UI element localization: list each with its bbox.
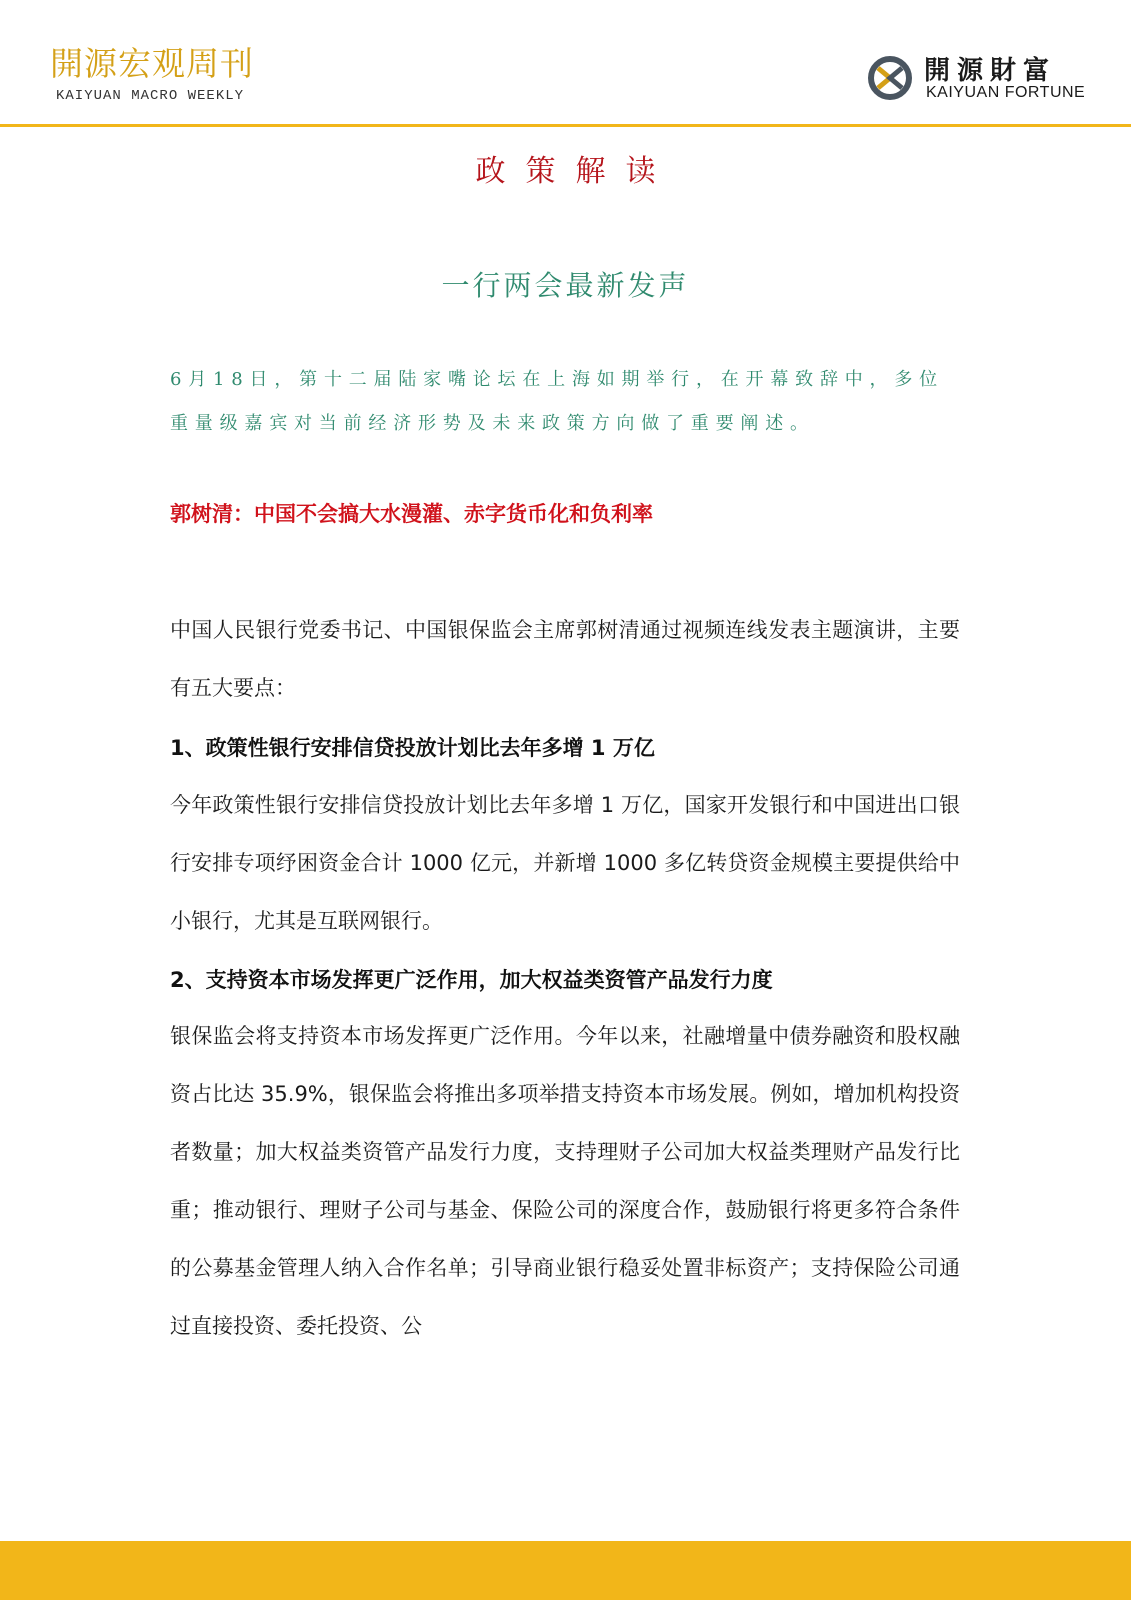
point-1-heading: 1、政策性银行安排信贷投放计划比去年多增 1 万亿 [170, 736, 655, 760]
point-2-paragraph: 银保监会将支持资本市场发挥更广泛作用。今年以来，社融增量中债券融资和股权融资占比达 35.9%，银保监会将推出多项举措支持资本市场发展。例如，增加机构投资者数量；加大权益类资管产品发行力度，支持理财子公司加大权益类理财产品发行比重；推动银行、理财子公司与基金、保险公司的深度合作，鼓励银行将更多符合条件的公募基金管理人纳入合作名单；引导商业银行稳妥处置非标资产；支持保险公司通过直接投资、委托投资、公 [170, 1024, 960, 1338]
logo-name-en: KAIYUAN FORTUNE [926, 84, 1086, 101]
article-headline: 郭树清：中国不会搞大水漫灌、赤字货币化和负利率 [170, 502, 653, 526]
logo-name-cn: 開源財富 [924, 56, 1057, 86]
footer-bar [0, 1541, 1131, 1600]
article-title: 一行两会最新发声 [441, 269, 690, 302]
article-intro: 6月18日，第十二届陆家嘴论坛在上海如期举行，在开幕致辞中，多位重量级嘉宾对当前经济形势及未来政策方向做了重要阐述。 [170, 369, 944, 434]
header-divider [0, 124, 1131, 127]
point-2-heading: 2、支持资本市场发挥更广泛作用，加大权益类资管产品发行力度 [170, 968, 773, 992]
publication-subtitle: KAIYUAN MACRO WEEKLY [56, 88, 245, 104]
kaiyuan-logo-icon [866, 54, 914, 102]
lead-paragraph: 中国人民银行党委书记、中国银保监会主席郭树清通过视频连线发表主题演讲，主要有五大要点： [170, 618, 960, 700]
page-header [0, 0, 1131, 128]
company-logo [866, 50, 1086, 106]
section-label: 政策解读 [475, 154, 676, 189]
publication-title: 開源宏观周刊 [50, 44, 254, 83]
point-1-paragraph: 今年政策性银行安排信贷投放计划比去年多增 1 万亿，国家开发银行和中国进出口银行安排专项纾困资金合计 1000 亿元，并新增 1000 多亿转贷资金规模主要提供给中小银行，尤其是互联网银行。 [170, 793, 960, 933]
